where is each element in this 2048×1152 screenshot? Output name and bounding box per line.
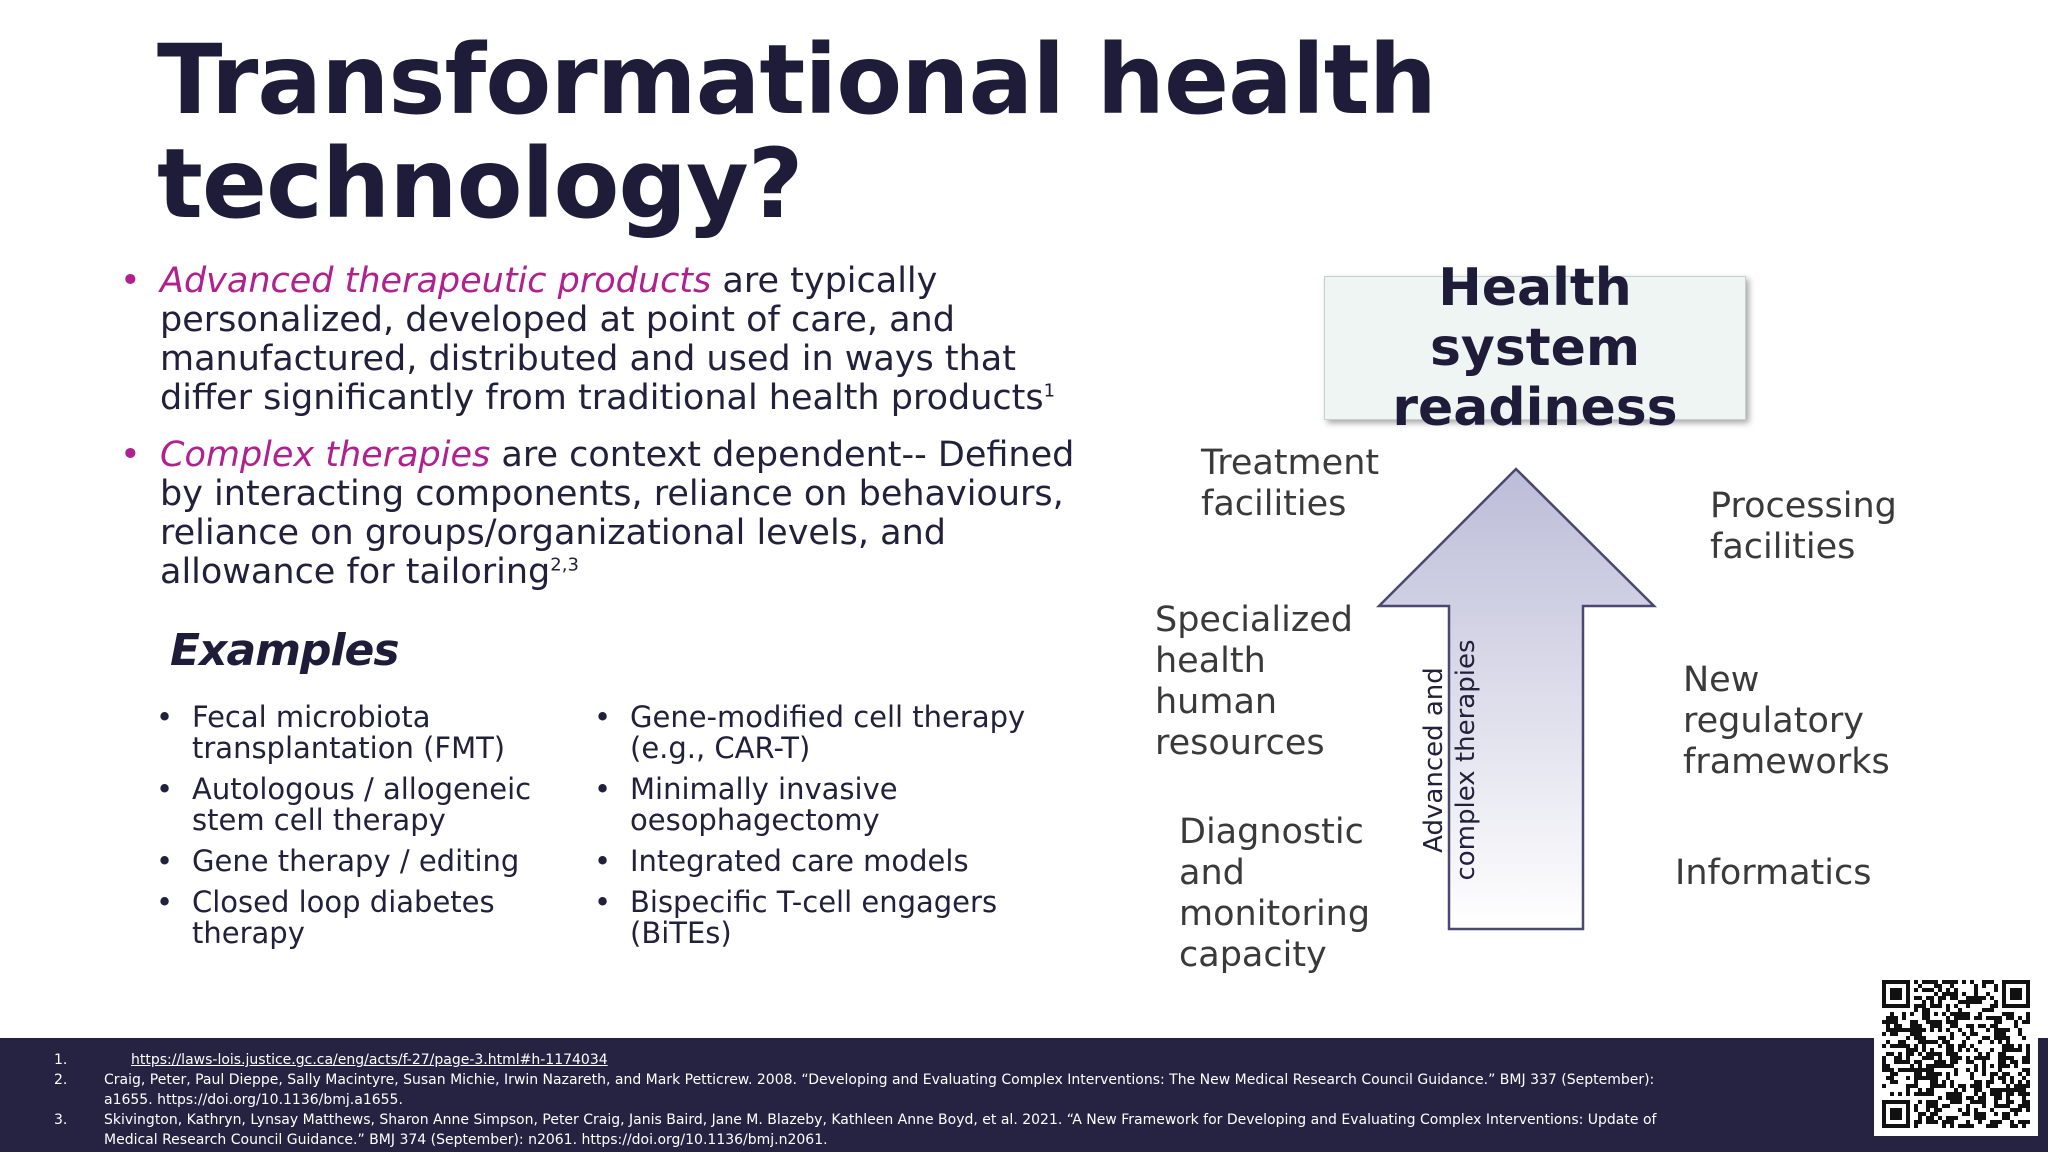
label-diagnostic-monitoring-capacity: Diagnostic and monitoring capacity — [1179, 812, 1371, 975]
bullet-dot-icon: • — [120, 261, 141, 301]
example-text: Gene therapy / editing — [192, 844, 520, 878]
bullet-dot-icon: • — [594, 844, 612, 878]
bullet-text: are typically personalized, developed at point of care, and manufactured, distributed and used in ways that differ significantly from traditional health products — [160, 261, 1044, 418]
slide-title-line-2: technology? — [157, 128, 803, 240]
list-item — [590, 702, 1030, 764]
bullet-dot-icon: • — [156, 700, 174, 734]
main-bullet-list — [120, 262, 1080, 610]
list-item — [590, 774, 1030, 836]
examples-heading: Examples — [170, 625, 399, 676]
health-system-readiness-title: Health system readiness — [1392, 258, 1678, 438]
slide-title — [157, 24, 1436, 240]
qr-code-icon[interactable] — [1874, 972, 2038, 1136]
bullet-dot-icon: • — [594, 885, 612, 919]
reference-number: 2. — [54, 1072, 68, 1088]
reference-item — [54, 1050, 1694, 1070]
bullet-dot-icon: • — [120, 435, 141, 475]
reference-text: Craig, Peter, Paul Dieppe, Sally Macintyre, Susan Michie, Irwin Nazareth, and Mark Petticrew. 2008. “Developing and Evaluating Complex Interventions: The New Medical Research Council Guidance.” BMJ 337 (September): a1655. https://doi.org/10.1136/bmj.a1655. — [104, 1072, 1655, 1108]
example-text: Gene-modified cell therapy (e.g., CAR-T) — [630, 700, 1026, 765]
label-new-regulatory-frameworks: New regulatory frameworks — [1683, 660, 1890, 782]
label-specialized-health-human-resources: Specialized health human resources — [1155, 600, 1353, 763]
references-list — [54, 1050, 1694, 1150]
examples-list-left — [152, 702, 592, 959]
example-text: Minimally invasive oesophagectomy — [630, 772, 898, 837]
references-footer — [0, 1038, 2048, 1152]
bullet-dot-icon: • — [156, 772, 174, 806]
example-text: Integrated care models — [630, 844, 969, 878]
example-text: Fecal microbiota transplantation (FMT) — [192, 700, 506, 765]
bullet-citation: 2,3 — [550, 554, 579, 576]
label-processing-facilities: Processing facilities — [1710, 486, 1897, 567]
bullet-advanced-therapeutic-products — [120, 262, 1080, 418]
bullet-term: Advanced therapeutic products — [160, 261, 712, 301]
list-item — [590, 887, 1030, 949]
list-item — [152, 774, 592, 836]
list-item — [152, 702, 592, 764]
reference-item — [54, 1070, 1694, 1110]
example-text: Bispecific T-cell engagers (BiTEs) — [630, 885, 998, 950]
label-informatics: Informatics — [1675, 853, 1872, 893]
arrow-label: Advanced and complex therapies — [1419, 639, 1481, 881]
list-item — [590, 846, 1030, 877]
bullet-text: are context dependent-- Defined by interacting components, reliance on behaviours, reliance on groups/organizational levels, and allowance for tailoring — [160, 435, 1075, 592]
label-treatment-facilities: Treatment facilities — [1201, 443, 1380, 524]
example-text: Autologous / allogeneic stem cell therapy — [192, 772, 532, 837]
reference-item — [54, 1110, 1694, 1150]
reference-number: 1. — [54, 1052, 68, 1068]
bullet-dot-icon: • — [156, 844, 174, 878]
reference-text: Skivington, Kathryn, Lynsay Matthews, Sharon Anne Simpson, Peter Craig, Janis Baird, Jane M. Blazeby, Kathleen Anne Boyd, et al. 2021. “A New Framework for Developing and Evaluating Complex Interventions: Update of Medical Research Council Guidance.” BMJ 374 (September): n2061. https://doi.org/10.1136/bmj.n2061. — [104, 1112, 1657, 1148]
bullet-term: Complex therapies — [160, 435, 491, 475]
reference-link[interactable]: https://laws-lois.justice.gc.ca/eng/acts/f-27/page-3.html#h-1174034 — [131, 1052, 608, 1068]
bullet-dot-icon: • — [156, 885, 174, 919]
example-text: Closed loop diabetes therapy — [192, 885, 495, 950]
slide-title-line-1: Transformational health — [157, 24, 1436, 136]
list-item — [152, 846, 592, 877]
reference-number: 3. — [54, 1112, 68, 1128]
bullet-dot-icon: • — [594, 700, 612, 734]
bullet-citation: 1 — [1043, 380, 1056, 402]
examples-list-right — [590, 702, 1030, 959]
bullet-complex-therapies — [120, 436, 1080, 592]
health-system-readiness-box — [1324, 258, 1746, 438]
bullet-dot-icon: • — [594, 772, 612, 806]
list-item — [152, 887, 592, 949]
